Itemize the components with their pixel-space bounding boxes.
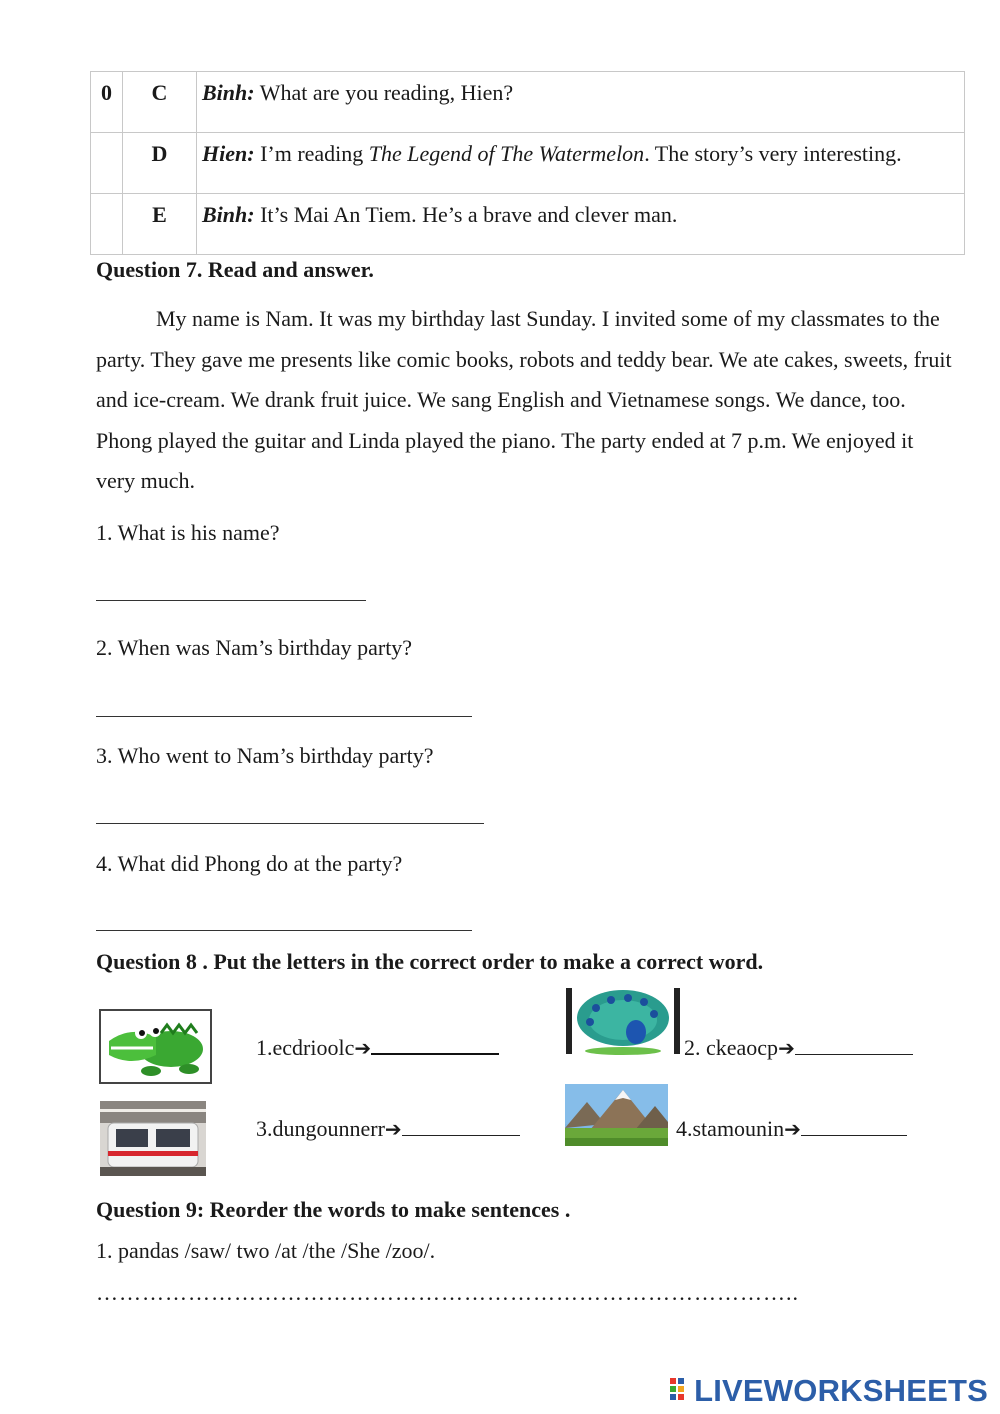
question-7-item-2: 2. When was Nam’s birthday party? <box>96 635 413 660</box>
scramble-item-3 <box>256 1116 520 1142</box>
answer-line-1[interactable] <box>96 600 366 601</box>
train-icon <box>100 1101 206 1176</box>
scramble-word-2: 2. ckeaocp <box>684 1035 779 1060</box>
scramble-item-1 <box>256 1035 499 1061</box>
peacock-icon <box>566 988 680 1056</box>
dialogue-line <box>197 72 965 133</box>
speaker-name: Hien: <box>202 141 255 166</box>
arrow-right-icon: ➔ <box>778 1036 795 1060</box>
liveworksheets-logo-icon <box>670 1378 692 1404</box>
speaker-name: Binh: <box>202 202 255 227</box>
story-title: The Legend of The Watermelon <box>368 141 645 166</box>
question-7-item-1: 1. What is his name? <box>96 520 280 545</box>
table-row <box>91 194 965 255</box>
answer-blank-3[interactable] <box>402 1116 520 1136</box>
dialogue-line <box>197 133 965 194</box>
question-7-item-4: 4. What did Phong do at the party? <box>96 851 403 876</box>
answer-line-3[interactable] <box>96 823 484 824</box>
mountain-picture <box>565 1084 668 1146</box>
question-9-item-1: 1. pandas /saw/ two /at /the /She /zoo/. <box>96 1238 436 1263</box>
answer-blank-4[interactable] <box>801 1116 907 1136</box>
reading-passage <box>96 299 956 502</box>
passage-text: My name is Nam. It was my birthday last Sunday. I invited some of my classmates to the party. They gave me presents like comic books, robots and teddy bear. We ate cakes, sweets, fruit and ice-cream. We drank fruit juice. We sang English and Vietnamese songs. We dance, too. Phong played the guitar and Linda played the piano. The party ended at 7 p.m. We enjoyed it very much. <box>96 306 952 493</box>
dialogue-text: I’m reading <box>254 141 369 166</box>
answer-blank-2[interactable] <box>795 1035 913 1055</box>
brand-name: LIVEWORKSHEETS <box>694 1373 988 1408</box>
scramble-word-1: 1.ecdrioolc <box>256 1035 355 1060</box>
liveworksheets-watermark <box>670 1373 988 1409</box>
answer-blank-1[interactable] <box>371 1035 499 1055</box>
peacock-picture <box>566 988 680 1056</box>
dialogue-text: It’s Mai An Tiem. He’s a brave and clever man. <box>254 202 678 227</box>
dialogue-text-end: . The story’s very interesting. <box>644 141 902 166</box>
crocodile-icon <box>101 1011 210 1082</box>
underground-train-picture <box>100 1101 206 1176</box>
row-letter: C <box>123 72 197 133</box>
answer-line-4[interactable] <box>96 930 472 931</box>
arrow-right-icon: ➔ <box>784 1117 801 1141</box>
dialogue-line <box>197 194 965 255</box>
dialogue-text: What are you reading, Hien? <box>254 80 514 105</box>
arrow-right-icon: ➔ <box>354 1036 372 1060</box>
mountain-icon <box>565 1084 668 1146</box>
question-7-heading: Question 7. Read and answer. <box>96 257 374 282</box>
row-number <box>91 133 123 194</box>
answer-dotted-line[interactable]: ……………………………………………………………………………….. <box>96 1280 799 1305</box>
row-number: 0 <box>91 72 123 133</box>
question-9-heading: Question 9: Reorder the words to make sentences . <box>96 1197 571 1222</box>
scramble-item-4 <box>676 1116 907 1142</box>
row-letter: E <box>123 194 197 255</box>
scramble-item-2 <box>684 1035 913 1061</box>
row-number <box>91 194 123 255</box>
question-7-item-3: 3. Who went to Nam’s birthday party? <box>96 743 434 768</box>
crocodile-picture <box>99 1009 212 1084</box>
answer-line-2[interactable] <box>96 716 472 717</box>
arrow-right-icon: ➔ <box>384 1117 402 1141</box>
scramble-word-4: 4.stamounin <box>676 1116 785 1141</box>
row-letter: D <box>123 133 197 194</box>
table-row <box>91 72 965 133</box>
speaker-name: Binh: <box>202 80 255 105</box>
table-row <box>91 133 965 194</box>
scramble-word-3: 3.dungounnerr <box>256 1116 385 1141</box>
question-8-heading: Question 8 . Put the letters in the correct order to make a correct word. <box>96 949 764 974</box>
dialogue-table <box>90 71 965 255</box>
